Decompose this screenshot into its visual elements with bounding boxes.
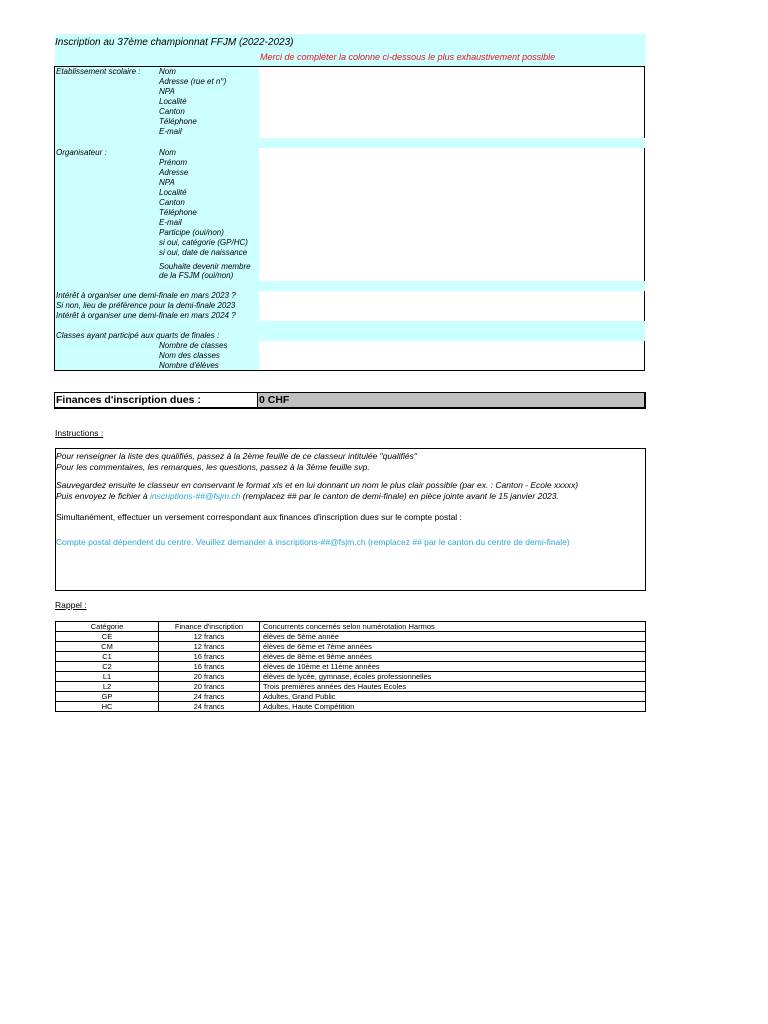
rappel-table — [55, 621, 646, 712]
instructions-line1: Pour renseigner la liste des qualifiés, passez à la 2ème feuille de ce classeur intitulée "qualifiés" — [56, 451, 417, 461]
school-field-address: Adresse (rue et n°) — [159, 77, 227, 86]
instructions-line2: Pour les commentaires, les remarques, les questions, passez à la 3ème feuille svp. — [56, 462, 370, 472]
classes-label: Classes ayant participé aux quarts de finales : — [56, 331, 220, 340]
header-competitors: Concurrents concernés selon numérotation Harmos — [260, 622, 646, 632]
organizer-field-member-line1: Souhaite devenir membre — [159, 262, 251, 271]
organizer-field-birthdate: si oui, date de naissance — [159, 248, 248, 257]
fee-cell: 20 francs — [159, 672, 260, 682]
table-row — [56, 682, 646, 692]
fee-cell: 16 francs — [159, 652, 260, 662]
fee-cell: 12 francs — [159, 642, 260, 652]
organizer-field-name: Nom — [159, 148, 176, 157]
fee-cell: 24 francs — [159, 702, 260, 712]
category-cell: CE — [56, 632, 159, 642]
category-cell: HC — [56, 702, 159, 712]
competitors-cell: Trois premières années des Hautes Ecoles — [260, 682, 646, 692]
organizer-field-email: E-mail — [159, 218, 182, 227]
form-title: Inscription au 37ème championnat FFJM (2022-2023) — [55, 37, 294, 48]
competitors-cell: élèves de 5ème année — [260, 632, 646, 642]
organizer-field-firstname: Prénom — [159, 158, 188, 167]
separator-row — [259, 138, 645, 148]
competitors-cell: élèves de 8ème et 9ème années — [260, 652, 646, 662]
school-field-canton: Canton — [159, 107, 185, 116]
fee-cell: 20 francs — [159, 682, 260, 692]
competitors-cell: élèves de 10ème et 11ème années — [260, 662, 646, 672]
finances-label: Finances d'inscription dues : — [56, 394, 201, 406]
category-cell: C2 — [56, 662, 159, 672]
header-fee: Finance d'inscription — [159, 622, 260, 632]
category-cell: GP — [56, 692, 159, 702]
table-header-row — [56, 622, 646, 632]
separator-row — [259, 321, 645, 341]
organizer-field-category: si oui, catégorie (GP/HC) — [159, 238, 248, 247]
header-category: Catégorie — [56, 622, 159, 632]
table-row — [56, 702, 646, 712]
organizer-field-participates: Participe (oui/non) — [159, 228, 224, 237]
finances-value-cell — [257, 393, 644, 407]
form-subtitle: Merci de compléter la colonne ci-dessous le plus exhaustivement possible — [260, 52, 556, 62]
competitors-cell: Adultes, Grand Public — [260, 692, 646, 702]
category-cell: C1 — [56, 652, 159, 662]
finances-value: 0 CHF — [259, 394, 290, 406]
organizer-field-locality: Localité — [159, 188, 187, 197]
school-field-locality: Localité — [159, 97, 187, 106]
instructions-line4-pre: Puis envoyez le fichier à — [56, 491, 151, 501]
classes-field-names: Nom des classes — [159, 351, 220, 360]
classes-field-students: Nombre d'élèves — [159, 361, 219, 370]
table-row — [56, 652, 646, 662]
table-row — [56, 692, 646, 702]
competitors-cell: Adultes, Haute Compétition — [260, 702, 646, 712]
fee-cell: 16 francs — [159, 662, 260, 672]
school-label: Etablissement scolaire : — [56, 67, 141, 76]
classes-input-area[interactable] — [259, 341, 645, 370]
school-field-phone: Téléphone — [159, 117, 197, 126]
organizer-field-address: Adresse — [159, 168, 189, 177]
category-cell: L1 — [56, 672, 159, 682]
instructions-title: Instructions : — [55, 428, 104, 438]
category-cell: CM — [56, 642, 159, 652]
separator-row — [259, 281, 645, 291]
organizer-label: Organisateur : — [56, 148, 107, 157]
semifinal-question-2024: Intérêt à organiser une demi-finale en mars 2024 ? — [56, 311, 236, 320]
table-row — [56, 672, 646, 682]
organizer-field-phone: Téléphone — [159, 208, 197, 217]
semifinal-input-area[interactable] — [259, 291, 645, 321]
school-field-name: Nom — [159, 67, 176, 76]
label-column — [55, 67, 259, 370]
fee-cell: 12 francs — [159, 632, 260, 642]
category-cell: L2 — [56, 682, 159, 692]
instructions-postal-account: Compte postal dépendent du centre. Veuillez demander à inscriptions-##@fsjm.ch (remplacez ## par le canton du centre de demi-finale) — [56, 537, 570, 547]
classes-field-count: Nombre de classes — [159, 341, 228, 350]
rappel-title: Rappel : — [55, 600, 87, 610]
instructions-line3: Sauvegardez ensuite le classeur en conservant le format xls et en lui donnant un nom le plus clair possible (par ex. : Canton - Ecole xxxxx) — [56, 480, 579, 490]
organizer-field-canton: Canton — [159, 198, 185, 207]
table-row — [56, 662, 646, 672]
inscriptions-email-link[interactable]: inscriptions-##@fsjm.ch — [150, 491, 241, 501]
competitors-cell: élèves de 6ème et 7ème années — [260, 642, 646, 652]
instructions-line4-post: (remplacez ## par le canton de demi-finale) en pièce jointe avant le 15 janvier 2023. — [240, 491, 559, 501]
fee-cell: 24 francs — [159, 692, 260, 702]
organizer-field-member-line2: de la FSJM (oui/non) — [159, 271, 234, 280]
instructions-line5: Simultanément, effectuer un versement correspondant aux finances d'inscription dues sur le compte postal : — [56, 512, 462, 522]
table-row — [56, 632, 646, 642]
semifinal-preference-2023: Si non, lieu de préférence pour la demi-finale 2023 — [56, 301, 236, 310]
competitors-cell: élèves de lycée, gymnase, écoles professionnelles — [260, 672, 646, 682]
semifinal-question-2023: Intérêt à organiser une demi-finale en mars 2023 ? — [56, 291, 236, 300]
organizer-input-area[interactable] — [259, 148, 645, 281]
school-field-npa: NPA — [159, 87, 175, 96]
school-field-email: E-mail — [159, 127, 182, 136]
instructions-line4 — [56, 491, 559, 501]
organizer-field-npa: NPA — [159, 178, 175, 187]
table-row — [56, 642, 646, 652]
school-input-area[interactable] — [259, 67, 645, 138]
